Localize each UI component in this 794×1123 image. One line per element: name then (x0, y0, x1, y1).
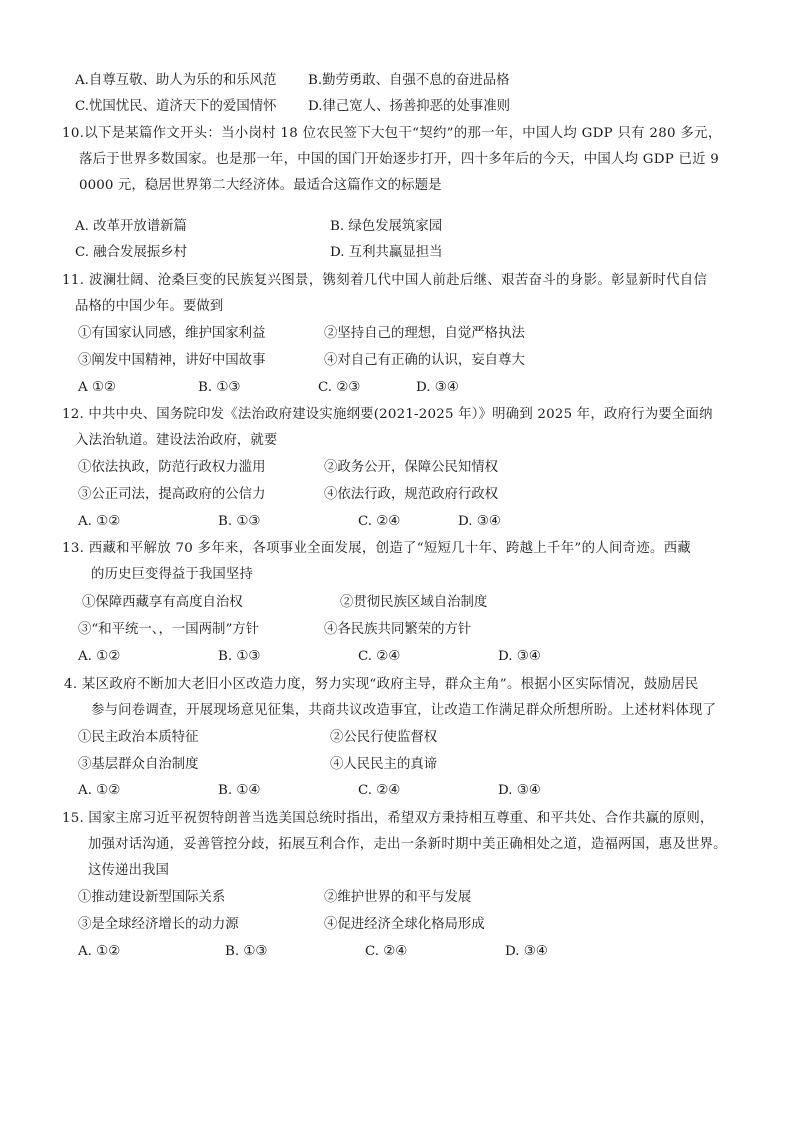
q15-statement-3: ③是全球经济增长的动力源 (78, 917, 239, 932)
q12-statement-2: ②政务公开，保障公民知情权 (324, 460, 499, 475)
q11-statement-4: ④对自己有正确的认识，妄自尊大 (324, 353, 525, 368)
q10-option-c: C. 融合发展振乡村 (75, 245, 188, 260)
q15-option-a: A. ①② (78, 944, 121, 959)
q13-statement-3: ③“和平统一、，一国两制”方针 (78, 622, 260, 637)
q11-statement-1: ①有国家认同感，维护国家利益 (78, 326, 266, 341)
q10-stem-line-2: 落后于世界多数国家。也是那一年，中国的国门开始逐步打开，四十多年后的今天，中国人均 GDP 已近 9 (79, 152, 720, 167)
q9-option-c: C.忧国忧民、道济天下的爱国情怀 (75, 99, 277, 114)
q13-option-b: B. ①③ (218, 649, 261, 664)
q14-statement-1: ①民主政治本质特征 (78, 730, 199, 745)
q15-stem-line-1: 15. 国家主席习近平祝贺特朗普当选美国总统时指出，希望双方秉持相互尊重、和平共处、合作共赢的原则， (62, 811, 714, 826)
q10-option-b: B. 绿色发展筑家园 (330, 219, 443, 234)
q9-option-d: D.律己宽人、扬善抑恶的处事准则 (308, 99, 510, 114)
q10-stem-line-1: 10.以下是某篇作文开头：当小岗村 18 位农民签下大包干“契约”的那一年，中国人均 GDP 只有 280 多元， (62, 126, 722, 141)
q14-statement-2: ②公民行使监督权 (330, 730, 438, 745)
q13-option-c: C. ②④ (358, 649, 401, 664)
q11-stem-line-1: 11. 波澜壮阔、沧桑巨变的民族复兴图景，镌刻着几代中国人前赴后继、艰苦奋斗的身影。彰显新时代自信 (62, 273, 708, 288)
q14-option-d: D. ③④ (498, 783, 541, 798)
q11-option-b: B. ①③ (198, 380, 241, 395)
q12-stem-line-1: 12. 中共中央、国务院印发《法治政府建设实施纲要(2021-2025 年）》明确到 2025 年，政府行为要全面纳 (62, 407, 713, 422)
q14-statement-4: ④人民民主的真谛 (330, 757, 438, 772)
q13-option-d: D. ③④ (498, 649, 541, 664)
q12-statement-3: ③公正司法，提高政府的公信力 (78, 487, 266, 502)
q9-option-a: A.自尊互敬、助人为乐的和乐风范 (75, 73, 277, 88)
q13-statement-2: ②贯彻民族区域自治制度 (340, 595, 488, 610)
q14-option-b: B. ①④ (218, 783, 261, 798)
q14-stem-line-1: 4. 某区政府不断加大老旧小区改造力度，努力实现“政府主导，群众主角”。根据小区实际情况，鼓励居民 (64, 677, 699, 692)
q15-statement-4: ④促进经济全球化格局形成 (324, 917, 485, 932)
q9-option-b: B.勤劳勇敢、自强不息的奋进品格 (308, 73, 510, 88)
q13-option-a: A. ①② (78, 649, 121, 664)
q15-option-c: C. ②④ (365, 944, 408, 959)
q15-statement-1: ①推动建设新型国际关系 (78, 890, 226, 905)
q15-option-d: D. ③④ (505, 944, 548, 959)
q11-option-a: A ①② (78, 380, 116, 395)
q12-option-a: A. ①② (78, 514, 121, 529)
q13-stem-line-2: 的历史巨变得益于我国坚持 (91, 567, 253, 582)
q13-statement-1: ①保障西藏享有高度自治权 (82, 595, 243, 610)
q12-option-d: D. ③④ (458, 514, 501, 529)
q14-statement-3: ③基层群众自治制度 (78, 757, 199, 772)
q11-statement-3: ③阐发中国精神，讲好中国故事 (78, 353, 266, 368)
q10-option-a: A. 改革开放谱新篇 (75, 219, 187, 234)
q10-option-d: D. 互利共赢显担当 (330, 245, 443, 260)
q14-stem-line-2: 参与问卷调查，开展现场意见征集，共商共议改造事宜，让改造工作满足群众所想所盼。上述材料体现了 (91, 703, 717, 718)
q12-stem-line-2: 入法治轨道。建设法治政府，就要 (75, 433, 278, 448)
q11-option-c: C. ②③ (318, 380, 361, 395)
q11-statement-2: ②坚持自己的理想，自觉严格执法 (324, 326, 525, 341)
q15-statement-2: ②维护世界的和平与发展 (324, 890, 472, 905)
q11-stem-line-2: 品格的中国少年。要做到 (75, 299, 224, 314)
q14-option-c: C. ②④ (358, 783, 401, 798)
q12-option-c: C. ②④ (358, 514, 401, 529)
q12-option-b: B. ①③ (218, 514, 261, 529)
q12-statement-1: ①依法执政，防范行政权力滥用 (78, 460, 266, 475)
q12-statement-4: ④依法行政，规范政府行政权 (324, 487, 499, 502)
q15-option-b: B. ①③ (225, 944, 268, 959)
q15-stem-line-3: 这传递出我国 (88, 863, 169, 878)
q14-option-a: A. ①② (78, 783, 121, 798)
q10-stem-line-3: 0000 元，稳居世界第二大经济体。最适合这篇作文的标题是 (79, 178, 442, 193)
q15-stem-line-2: 加强对话沟通，妥善管控分歧，拓展互利合作，走出一条新时期中美正确相处之道，造福两国，惠及世界。 (88, 837, 727, 852)
q11-option-d: D. ③④ (416, 380, 459, 395)
q13-stem-line-1: 13. 西藏和平解放 70 多年来，各项事业全面发展，创造了“短短几十年、跨越上千年”的人间奇迹。西藏 (62, 541, 692, 556)
q13-statement-4: ④各民族共同繁荣的方针 (324, 622, 472, 637)
